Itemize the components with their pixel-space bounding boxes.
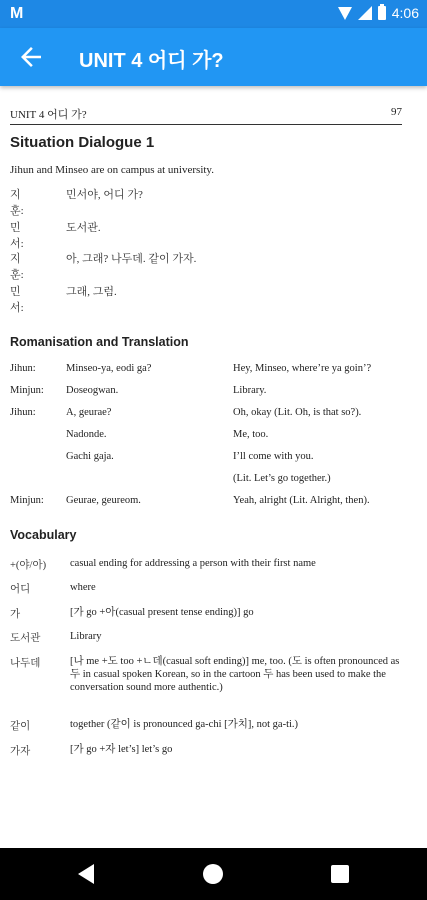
romanised-text: Nadonde. — [66, 429, 107, 440]
romanised-text: Minseo-ya, eodi ga? — [66, 363, 152, 374]
arrow-back-icon — [16, 42, 46, 72]
vocab-definition: together (같이 is pronounced ga-chi [가치], not ga-ti.) — [70, 719, 299, 730]
nav-recents-icon[interactable] — [331, 865, 349, 883]
dialogue-text: 그래, 그럼. — [66, 286, 117, 298]
back-button[interactable] — [16, 42, 46, 72]
dialogue-speaker: 지훈: — [10, 189, 24, 217]
gmail-notification-icon: M — [10, 5, 24, 22]
romanisation-heading: Romanisation and Translation — [10, 335, 189, 349]
translation-text: Me, too. — [233, 429, 269, 440]
navigation-bar — [0, 848, 427, 900]
vocab-definition: where — [70, 582, 96, 593]
nav-home-icon[interactable] — [203, 864, 223, 884]
vocab-definition: [가 go +아(casual present tense ending)] go — [70, 607, 254, 618]
vocab-definition: casual ending for addressing a person with their first name — [70, 558, 316, 569]
status-bar — [0, 0, 427, 28]
translation-text: Hey, Minseo, where’re ya goin’? — [233, 363, 372, 374]
page-title: UNIT 4 어디 가? — [79, 50, 224, 72]
speaker: Jihun: — [10, 407, 36, 418]
translation-text: I’ll come with you. — [233, 451, 314, 462]
vocab-term: 같이 — [10, 721, 31, 732]
translation-text: (Lit. Let’s go together.) — [233, 473, 331, 484]
translation-text: Library. — [233, 385, 267, 396]
translation-text: Yeah, alright (Lit. Alright, then). — [233, 495, 370, 506]
vocab-definition: [나 me +도 too +ㄴ데(casual soft ending)] me, too. (도 is often pronounced as 두 in casual spoken Korean, so in the cartoon 두 has been used to make the conversation sound more authentic.) — [70, 656, 400, 693]
speaker: Minjun: — [10, 495, 44, 506]
running-head — [10, 106, 402, 125]
translation-text: Oh, okay (Lit. Oh, is that so?). — [233, 407, 362, 418]
dialogue-text: 민서야, 어디 가? — [66, 189, 143, 201]
section-title: Situation Dialogue 1 — [10, 134, 155, 151]
app-bar — [0, 28, 427, 86]
vocab-term: +(야/아) — [10, 560, 47, 571]
dialogue-speaker: 민서: — [10, 222, 24, 250]
clock: 4:06 — [391, 5, 419, 21]
vocab-term: 가자 — [10, 746, 31, 757]
vocab-definition: Library — [70, 631, 102, 642]
romanised-text: Doseogwan. — [66, 385, 119, 396]
vocab-term: 어디 — [10, 584, 31, 595]
signal-icon — [358, 6, 372, 20]
romanised-text: Geurae, geureom. — [66, 495, 141, 506]
status-icons — [338, 5, 419, 21]
vocabulary-heading: Vocabulary — [10, 528, 77, 542]
running-head-title: UNIT 4 어디 가? — [10, 109, 87, 121]
dialogue-text: 아, 그래? 나두데. 같이 가자. — [66, 253, 197, 265]
romanised-text: A, geurae? — [66, 407, 112, 418]
wifi-icon — [338, 7, 352, 20]
dialogue-speaker: 지훈: — [10, 253, 24, 281]
book-page[interactable] — [0, 86, 427, 848]
dialogue-speaker: 민서: — [10, 286, 24, 314]
speaker: Minjun: — [10, 385, 44, 396]
intro-text: Jihun and Minseo are on campus at university. — [10, 164, 214, 176]
nav-back-icon[interactable] — [78, 864, 94, 884]
speaker: Jihun: — [10, 363, 36, 374]
vocab-term: 도서관 — [10, 633, 41, 644]
vocab-definition: [가 go +자 let’s] let’s go — [70, 744, 173, 755]
battery-icon — [378, 6, 386, 20]
page-number: 97 — [391, 106, 402, 118]
dialogue-text: 도서관. — [66, 222, 101, 234]
romanised-text: Gachi gaja. — [66, 451, 114, 462]
vocab-term: 나두데 — [10, 658, 41, 669]
vocab-term: 가 — [10, 609, 21, 620]
